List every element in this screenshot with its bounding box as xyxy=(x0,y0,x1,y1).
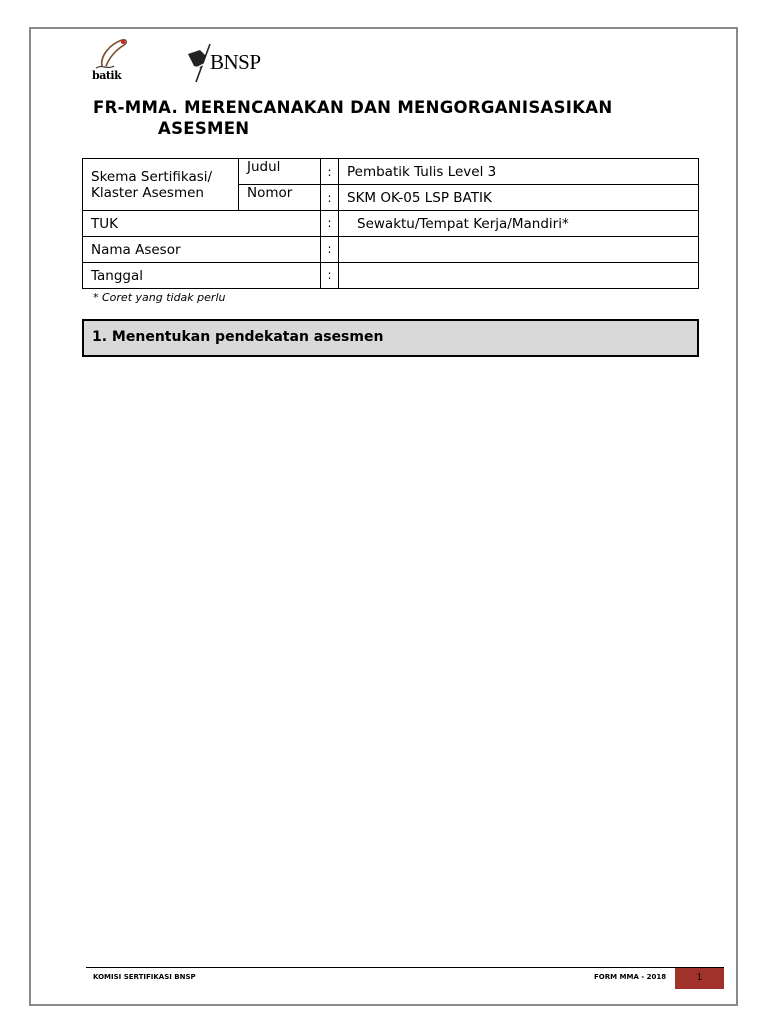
colon: : xyxy=(321,159,339,185)
section-1-heading: 1. Menentukan pendekatan asesmen xyxy=(82,319,699,357)
colon: : xyxy=(321,237,339,263)
bnsp-logo-text: BNSP xyxy=(210,50,261,74)
footer-organization: KOMISI SERTIFIKASI BNSP xyxy=(93,973,196,981)
asesor-value[interactable] xyxy=(339,237,699,263)
footnote: * Coret yang tidak perlu xyxy=(93,291,226,304)
footer-form-code: FORM MMA - 2018 xyxy=(594,973,667,981)
nomor-label: Nomor xyxy=(239,185,321,211)
batik-logo-text: batik xyxy=(92,69,122,82)
tanggal-value[interactable] xyxy=(339,263,699,289)
skema-label: Skema Sertifikasi/ Klaster Asesmen xyxy=(83,159,239,211)
tuk-value[interactable]: Sewaktu/Tempat Kerja/Mandiri* xyxy=(339,211,699,237)
colon: : xyxy=(321,185,339,211)
tuk-label: TUK xyxy=(83,211,321,237)
colon: : xyxy=(321,211,339,237)
info-table xyxy=(82,158,699,289)
judul-value[interactable]: Pembatik Tulis Level 3 xyxy=(339,159,699,185)
asesor-label: Nama Asesor xyxy=(83,237,321,263)
document-title xyxy=(93,97,693,139)
footer-divider xyxy=(86,967,724,968)
title-line-1: FR-MMA. MERENCANAKAN DAN MENGORGANISASIKAN xyxy=(93,98,613,117)
judul-label: Judul xyxy=(239,159,321,185)
tanggal-label: Tanggal xyxy=(83,263,321,289)
nomor-value[interactable]: SKM OK-05 LSP BATIK xyxy=(339,185,699,211)
title-line-2: ASESMEN xyxy=(158,119,250,138)
colon: : xyxy=(321,263,339,289)
page-number: 1 xyxy=(675,968,724,989)
